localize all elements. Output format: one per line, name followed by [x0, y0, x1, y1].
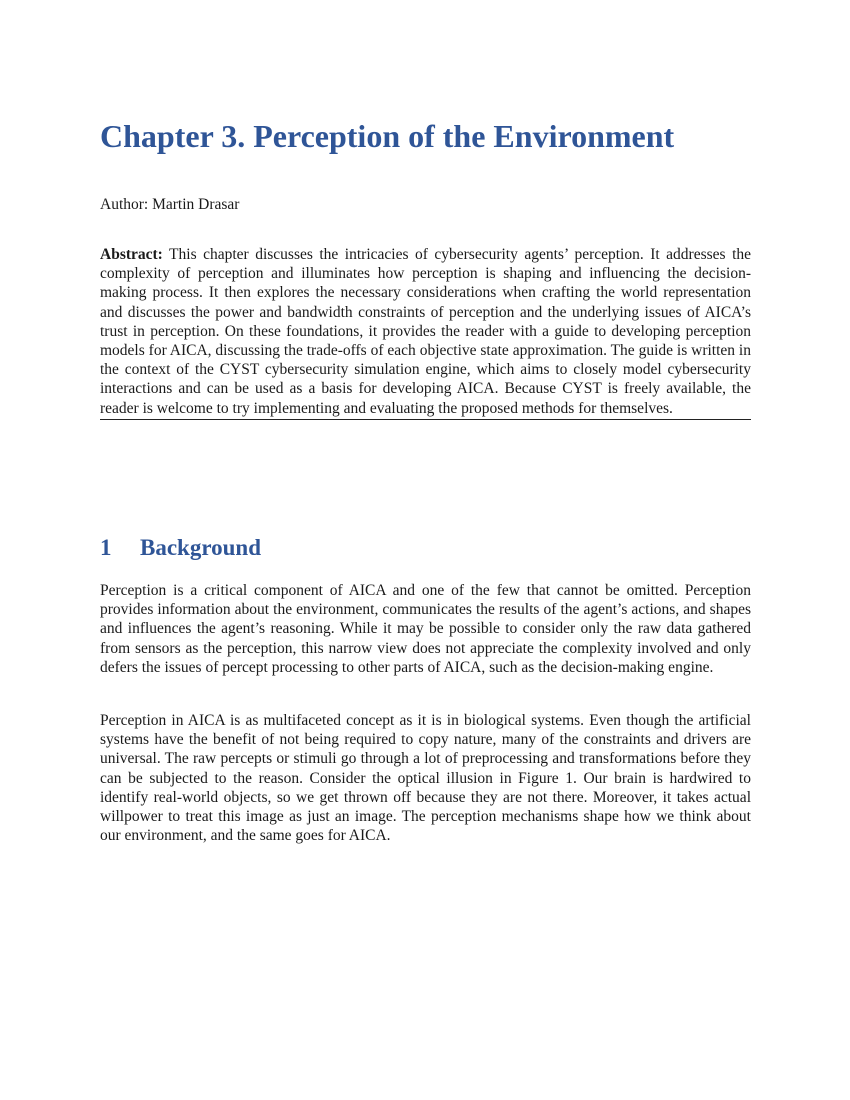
abstract-block — [100, 245, 751, 420]
section-number: 1 — [100, 535, 112, 560]
abstract-text: This chapter discusses the intricacies of cybersecurity agents’ perception. It addresses the complexity of perception and illuminates how perception is shaping and influencing the decision-making process. It then explores the necessary considerations when crafting the world representation and discusses the power and bandwidth constraints of perception and the underlying issues of AICA’s trust in perception. On these foundations, it provides the reader with a guide to developing perception models for AICA, discussing the trade-offs of each objective state approximation. The guide is written in the context of the CYST cybersecurity simulation engine, which aims to closely model cybersecurity interactions and can be used as a basis for developing AICA. Because CYST is freely available, the reader is welcome to try implementing and evaluating the proposed methods for themselves. — [100, 246, 751, 417]
author-line: Author: Martin Drasar — [100, 196, 240, 213]
paragraph-2: Perception in AICA is as multifaceted concept as it is in biological systems. Even though the artificial systems have the benefit of not being required to copy nature, many of the constraints and drivers are universal. The raw percepts or stimuli go through a lot of preprocessing and transformations before they can be subjected to the reason. Consider the optical illusion in Figure 1. Our brain is hardwired to identify real-world objects, so we get thrown off because they are not there. Moreover, it takes actual willpower to treat this image as just an image. The perception mechanisms shape how we think about our environment, and the same goes for AICA. — [100, 712, 751, 845]
paragraph-1: Perception is a critical component of AICA and one of the few that cannot be omitted. Perception provides information about the environment, communicates the results of the agent’s actions, and shapes and influences the agent’s reasoning. While it may be possible to consider only the raw data gathered from sensors as the perception, this narrow view does not appreciate the complexity involved and only defers the issues of percept processing to other parts of AICA, such as the decision-making engine. — [100, 582, 751, 676]
abstract-label: Abstract: — [100, 246, 163, 263]
section-heading — [100, 532, 261, 564]
section-title: Background — [140, 535, 262, 560]
chapter-title: Chapter 3. Perception of the Environment — [100, 118, 675, 154]
